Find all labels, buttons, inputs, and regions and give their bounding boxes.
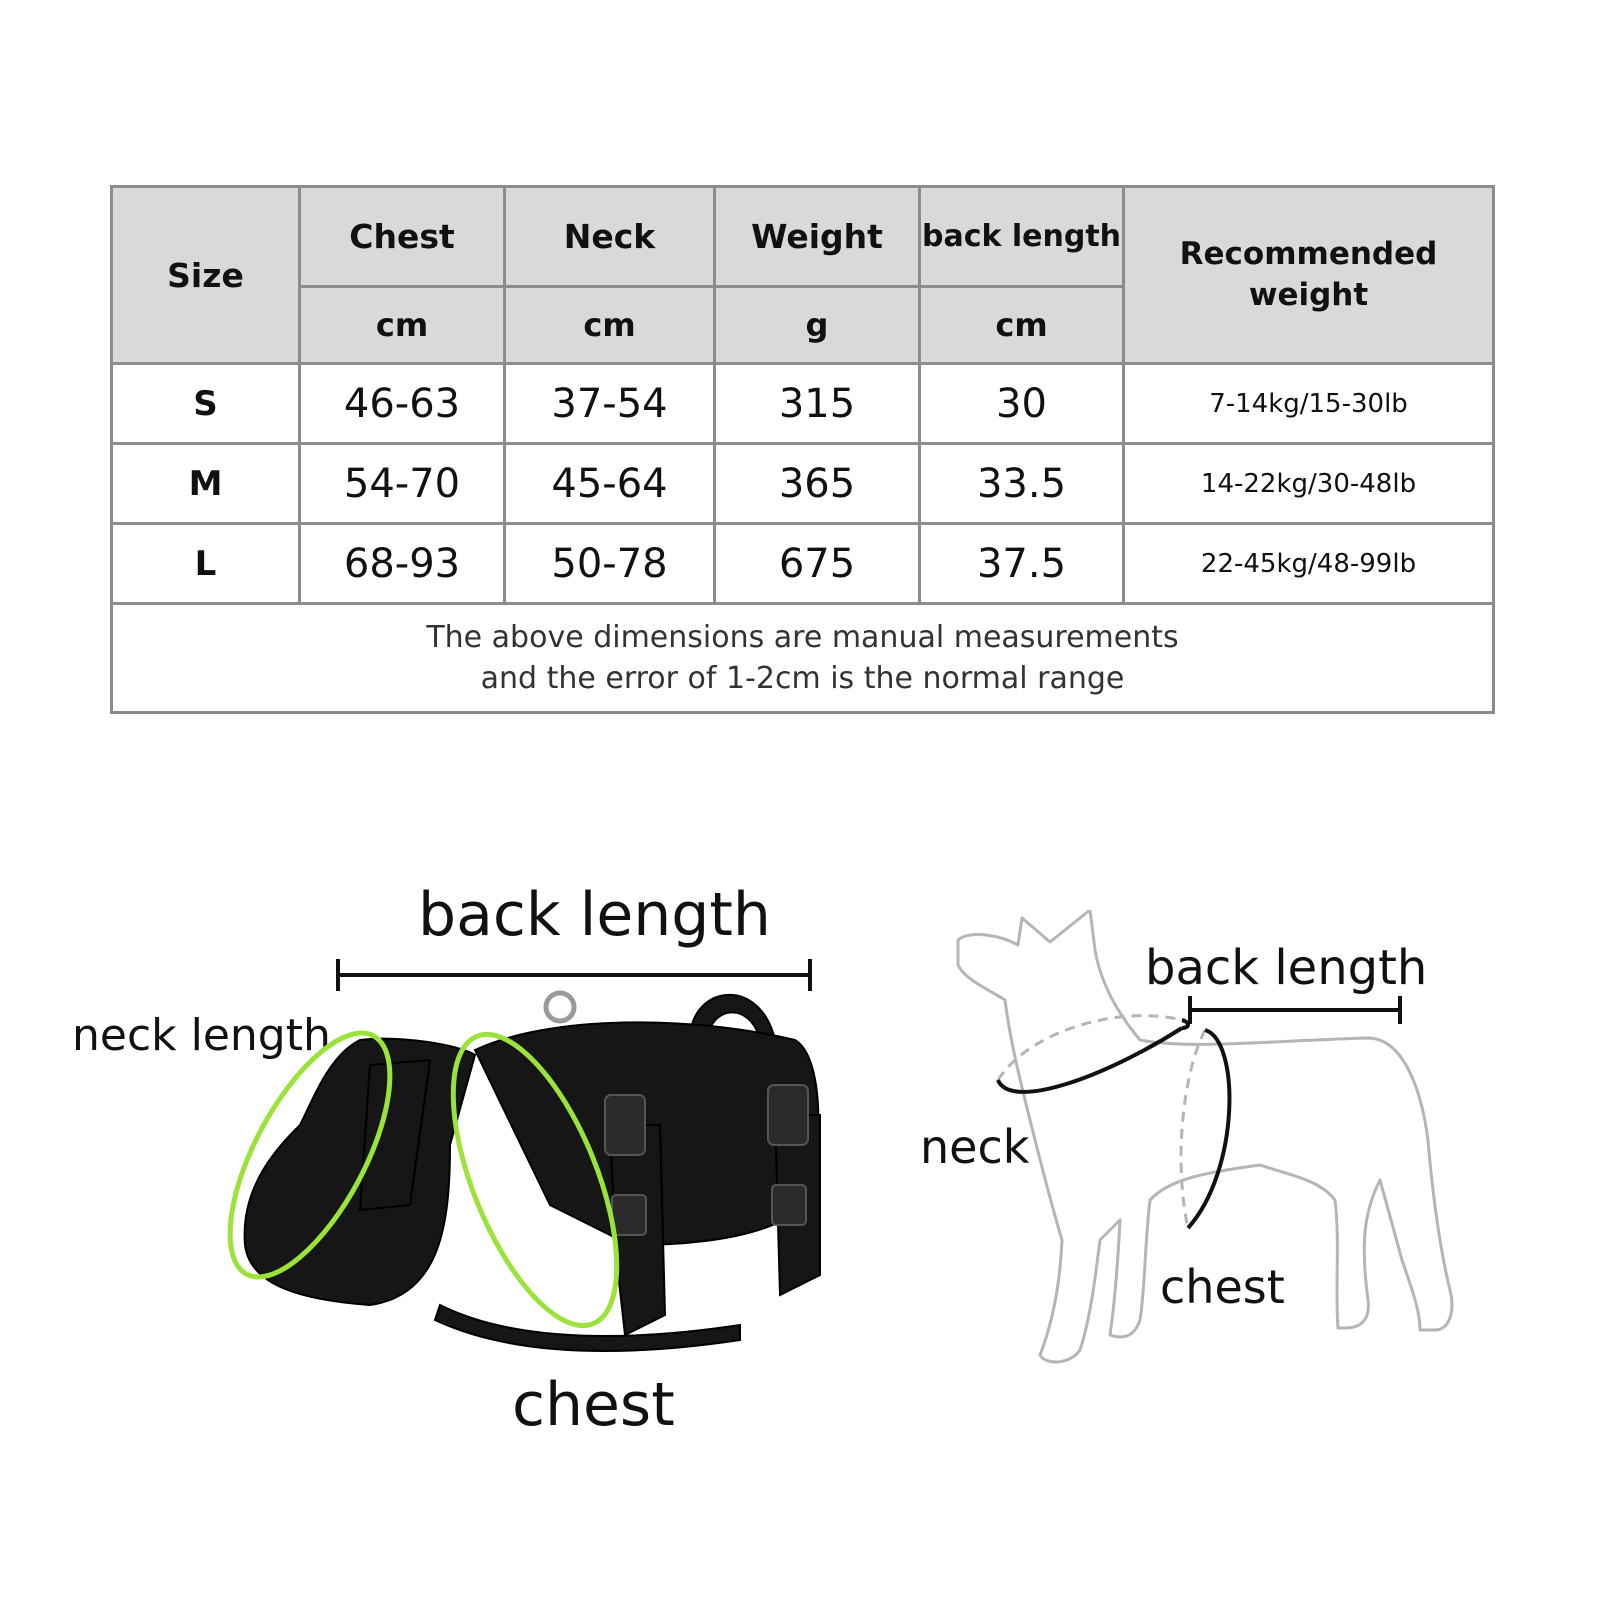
- table-row: [112, 364, 1494, 444]
- header-size: Size: [112, 187, 300, 364]
- note-line-2: and the error of 1-2cm is the normal range: [480, 661, 1125, 696]
- cell-neck: 37-54: [505, 364, 715, 444]
- cell-size: L: [112, 524, 300, 604]
- cell-weight: 675: [715, 524, 920, 604]
- cell-weight: 315: [715, 364, 920, 444]
- note-line-1: The above dimensions are manual measurements: [426, 620, 1179, 655]
- cell-chest: 68-93: [300, 524, 505, 604]
- cell-back-length: 30: [920, 364, 1124, 444]
- dog-chest-label: chest: [1160, 1260, 1285, 1314]
- harness-back-length-label: back length: [418, 880, 771, 950]
- measurement-note: [112, 604, 1494, 713]
- header-recommended-weight: [1124, 187, 1494, 364]
- cell-neck: 45-64: [505, 444, 715, 524]
- back-length-bar: [338, 959, 810, 991]
- note-row: [112, 604, 1494, 713]
- cell-chest: 46-63: [300, 364, 505, 444]
- cell-recommended: 14-22kg/30-48lb: [1124, 444, 1494, 524]
- header-recommended-line1: Recommended: [1179, 236, 1438, 272]
- cell-weight: 365: [715, 444, 920, 524]
- unit-chest: cm: [300, 287, 505, 364]
- harness-chest-label: chest: [512, 1370, 675, 1440]
- header-neck: Neck: [505, 187, 715, 287]
- cell-recommended: 22-45kg/48-99lb: [1124, 524, 1494, 604]
- cell-chest: 54-70: [300, 444, 505, 524]
- header-recommended-line2: weight: [1248, 277, 1369, 313]
- dog-outline: [958, 910, 1452, 1362]
- dog-back-length-label: back length: [1145, 940, 1428, 996]
- cell-size: S: [112, 364, 300, 444]
- header-back-length: back length: [920, 187, 1124, 287]
- harness-illustration: [220, 945, 840, 1415]
- dog-neck-ring: [998, 1016, 1188, 1092]
- dog-outline-illustration: [950, 910, 1500, 1410]
- header-weight: Weight: [715, 187, 920, 287]
- table-row: [112, 444, 1494, 524]
- unit-weight: g: [715, 287, 920, 364]
- unit-back-length: cm: [920, 287, 1124, 364]
- cell-recommended: 7-14kg/15-30lb: [1124, 364, 1494, 444]
- cell-back-length: 37.5: [920, 524, 1124, 604]
- cell-back-length: 33.5: [920, 444, 1124, 524]
- cell-neck: 50-78: [505, 524, 715, 604]
- size-chart-table: [110, 185, 1495, 714]
- dog-neck-label: neck: [920, 1120, 1030, 1174]
- header-chest: Chest: [300, 187, 505, 287]
- header-row: [112, 187, 1494, 287]
- dog-chest-ring: [1181, 1030, 1229, 1228]
- table-row: [112, 524, 1494, 604]
- dog-back-length-bar: [1190, 996, 1400, 1024]
- harness-neck-length-label: neck length: [72, 1010, 331, 1061]
- unit-neck: cm: [505, 287, 715, 364]
- cell-size: M: [112, 444, 300, 524]
